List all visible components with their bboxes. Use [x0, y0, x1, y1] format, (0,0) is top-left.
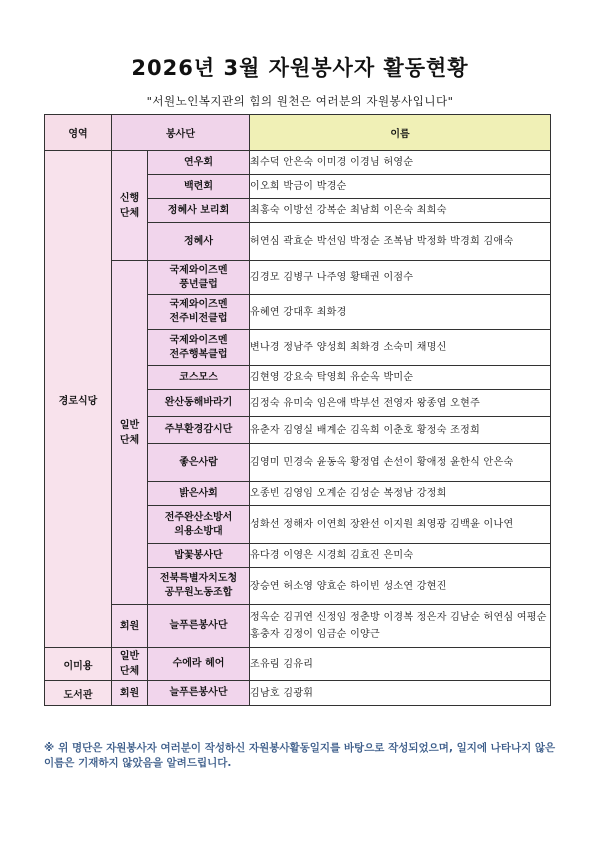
- group-cell: 연우회: [148, 151, 250, 175]
- group-cell: 국제와이즈멘 전주비전클럽: [148, 295, 250, 330]
- names-cell: 이오희 박금이 박경순: [250, 175, 551, 199]
- header-group: 봉사단: [112, 115, 250, 151]
- names-cell: 허연심 곽효순 박선임 박정순 조복남 박정화 박경희 김애숙: [250, 223, 551, 261]
- group-cell: 전북특별자치도청 공무원노동조합: [148, 568, 250, 605]
- names-cell: 김경모 김병구 나주영 황태권 이점수: [250, 261, 551, 295]
- page-title: 2026년 3월 자원봉사자 활동현황: [131, 56, 469, 80]
- names-cell: 유춘자 김영실 배계순 김옥희 이춘호 황정숙 조정희: [250, 417, 551, 444]
- area-cell-beauty: 이미용: [45, 648, 112, 681]
- group-cell: 전주완산소방서 의용소방대: [148, 506, 250, 544]
- names-cell: 조유림 김유리: [250, 648, 551, 681]
- sub-category-ilban-beauty: 일반 단체: [112, 648, 148, 681]
- group-cell: 정혜사 보리회: [148, 199, 250, 223]
- names-cell: 오종빈 김영임 오계순 김성순 복정남 강정희: [250, 482, 551, 506]
- group-cell: 늘푸른봉사단: [148, 605, 250, 648]
- group-cell: 국제와이즈멘 전주행복클럽: [148, 330, 250, 366]
- names-cell: 유혜연 강대후 최화경: [250, 295, 551, 330]
- table-row: [45, 151, 551, 175]
- table-row: [45, 605, 551, 648]
- names-cell: 유다경 이영은 시경희 김효진 은미숙: [250, 544, 551, 568]
- group-cell: 주부환경감시단: [148, 417, 250, 444]
- volunteer-table: [44, 114, 551, 706]
- sub-category-member-library: 회원: [112, 681, 148, 706]
- names-cell: 정옥순 김귀연 신정임 정춘방 이경복 정은자 김남순 허연심 여평순 홍충자 김정이 임금순 이양근: [250, 605, 551, 648]
- names-cell: 변나경 정남주 양성희 최화경 소숙미 채명신: [250, 330, 551, 366]
- area-cell-dining: 경로식당: [45, 151, 112, 648]
- group-cell: 국제와이즈멘 풍년클럽: [148, 261, 250, 295]
- names-cell: 김정숙 유미숙 임은애 박부선 전영자 왕종엽 오현주: [250, 390, 551, 417]
- table-row: [45, 681, 551, 706]
- group-cell: 밝은사회: [148, 482, 250, 506]
- area-cell-library: 도서관: [45, 681, 112, 706]
- sub-category-sinhaeng: 신행 단체: [112, 151, 148, 261]
- group-cell: 좋은사람: [148, 444, 250, 482]
- table-header-row: [45, 115, 551, 151]
- group-cell: 백련회: [148, 175, 250, 199]
- header-area: 영역: [45, 115, 112, 151]
- header-names: 이름: [250, 115, 551, 151]
- names-cell: 김남호 김광휘: [250, 681, 551, 706]
- names-cell: 장승연 허소영 양효순 하이빈 성소연 강현진: [250, 568, 551, 605]
- names-cell: 최홍숙 이방선 강복순 최남희 이은숙 최희숙: [250, 199, 551, 223]
- table-row: [45, 261, 551, 295]
- group-cell: 완산동해바라기: [148, 390, 250, 417]
- sub-category-ilban: 일반 단체: [112, 261, 148, 605]
- page-subtitle: "서원노인복지관의 힘의 원천은 여러분의 자원봉사입니다": [146, 94, 454, 108]
- names-cell: 최수덕 안은숙 이미경 이경님 허영순: [250, 151, 551, 175]
- group-cell: 밥꽃봉사단: [148, 544, 250, 568]
- group-cell: 늘푸른봉사단: [148, 681, 250, 706]
- sub-category-member: 회원: [112, 605, 148, 648]
- names-cell: 김영미 민경숙 윤동옥 황정엽 손선이 황애정 윤한식 안은숙: [250, 444, 551, 482]
- footnote: [44, 741, 564, 771]
- names-cell: 김현영 강요숙 탁영희 유순옥 박미순: [250, 366, 551, 390]
- table-row: [45, 648, 551, 681]
- note-mark: ※: [44, 742, 55, 754]
- group-cell: 정혜사: [148, 223, 250, 261]
- group-cell: 수에라 헤어: [148, 648, 250, 681]
- note-text: 위 명단은 자원봉사자 여러분이 작성하신 자원봉사활동일지를 바탕으로 작성되었으며, 일지에 나타나지 않은 이름은 기재하지 않았음을 알려드립니다.: [44, 742, 556, 769]
- group-cell: 코스모스: [148, 366, 250, 390]
- names-cell: 성화선 정해자 이연희 장완선 이지원 최영광 김백윤 이나연: [250, 506, 551, 544]
